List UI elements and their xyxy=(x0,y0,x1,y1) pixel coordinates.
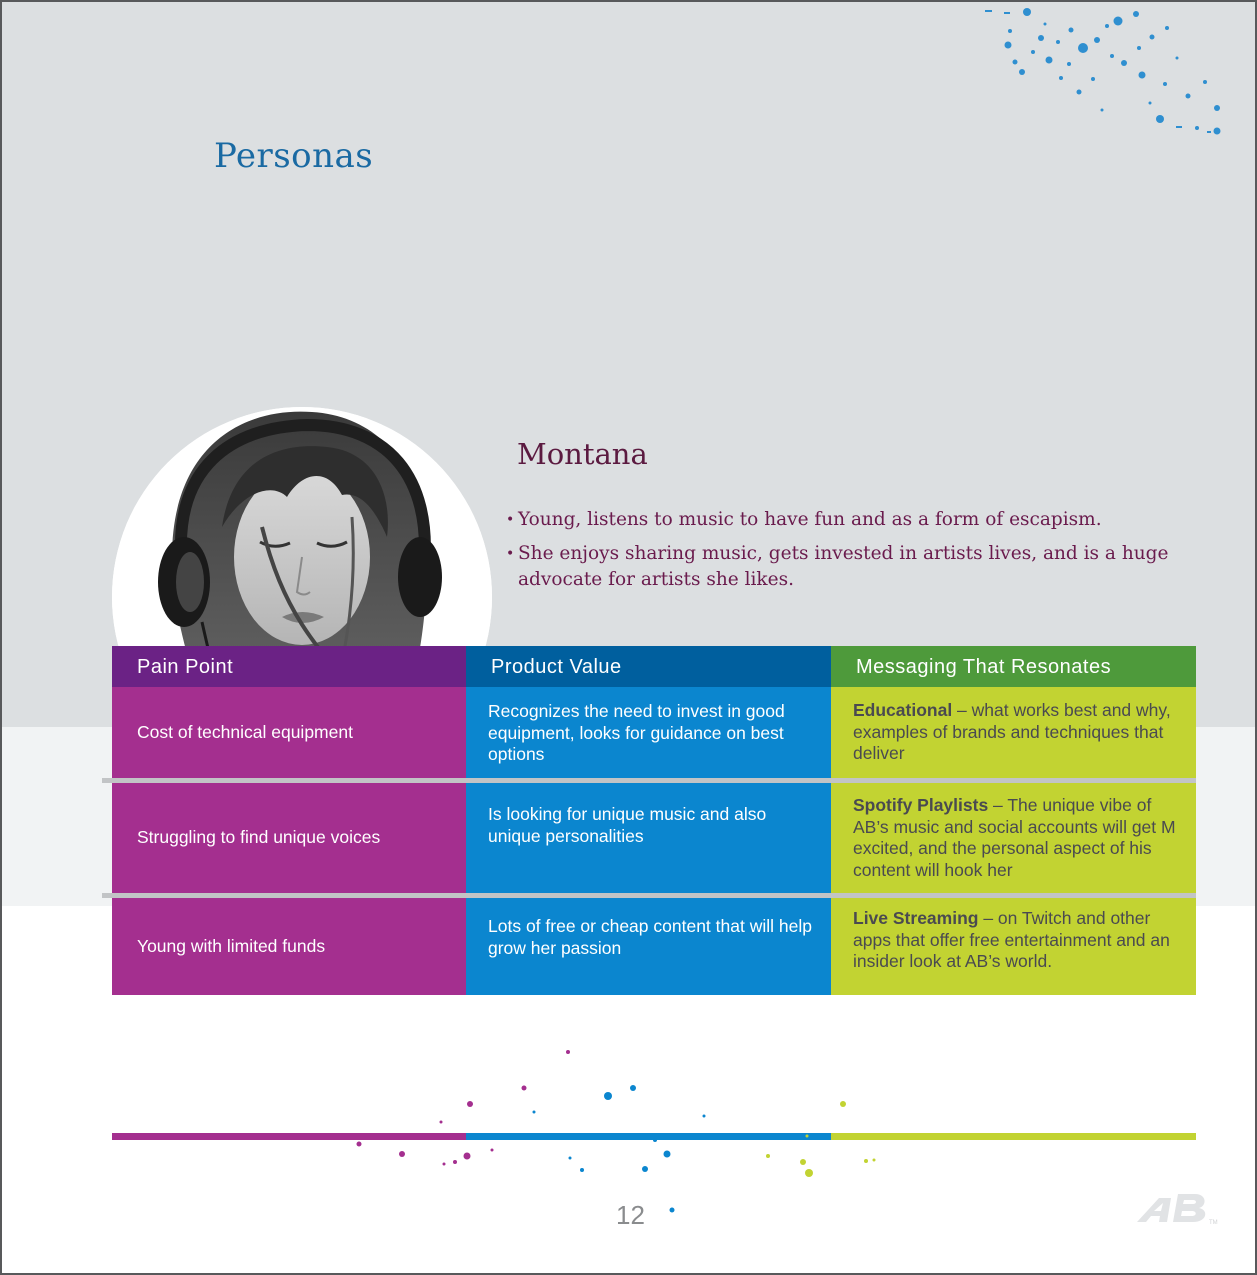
persona-table xyxy=(112,646,1196,995)
table-row-3-product-value xyxy=(466,898,831,995)
table-row-3-messaging xyxy=(831,898,1196,995)
svg-text:TM: TM xyxy=(1209,1220,1218,1226)
cell-text: Recognizes the need to invest in good equipment, looks for guidance on best options xyxy=(488,701,785,764)
cell-text xyxy=(853,795,1186,881)
persona-name: Montana xyxy=(517,437,648,471)
messaging-detail: – on Twitch and other apps that offer free entertainment and an insider look at AB’s world. xyxy=(853,908,1170,971)
cell-text xyxy=(853,908,1186,973)
cell-text: Is looking for unique music and also unique personalities xyxy=(488,804,767,846)
header-pain-point: Pain Point xyxy=(112,646,466,687)
ab-logo-icon xyxy=(1133,1188,1225,1228)
cell-text xyxy=(853,700,1186,765)
cell-text: Lots of free or cheap content that will help grow her passion xyxy=(488,916,812,958)
table-row-1-product-value xyxy=(466,687,831,778)
table-row-2-pain-point xyxy=(112,783,466,893)
messaging-keyword: Live Streaming xyxy=(853,908,979,928)
cell-text: Struggling to find unique voices xyxy=(137,827,381,848)
messaging-detail: – what works best and why, examples of brands and techniques that deliver xyxy=(853,700,1171,763)
table-row-1-messaging xyxy=(831,687,1196,778)
cell-text: Young with limited funds xyxy=(137,935,326,956)
table-row-1-pain-point xyxy=(112,687,466,778)
persona-bullet: • She enjoys sharing music, gets invested in artists lives, and is a huge advocate for artists she likes. xyxy=(506,541,1186,593)
table-row-3-pain-point xyxy=(112,898,466,995)
cell-text: Cost of technical equipment xyxy=(137,721,353,742)
persona-bullet: • Young, listens to music to have fun and as a form of escapism. xyxy=(506,507,1186,533)
page-title: Personas xyxy=(214,136,374,176)
table-row-2-messaging xyxy=(831,783,1196,893)
table-row-2-product-value xyxy=(466,783,831,893)
persona-bullet-list xyxy=(506,507,1186,601)
footer-bar-blue xyxy=(466,1133,831,1140)
messaging-keyword: Spotify Playlists xyxy=(853,795,989,815)
footer-bar-magenta xyxy=(112,1133,466,1140)
messaging-detail: – The unique vibe of AB’s music and social accounts will get M excited, and the personal aspect of his content will hook her xyxy=(853,795,1176,880)
footer-bar-lime xyxy=(831,1133,1196,1140)
messaging-keyword: Educational xyxy=(853,700,953,720)
header-messaging: Messaging That Resonates xyxy=(831,646,1196,687)
page-number: 12 xyxy=(616,1200,645,1230)
header-product-value: Product Value xyxy=(466,646,831,687)
